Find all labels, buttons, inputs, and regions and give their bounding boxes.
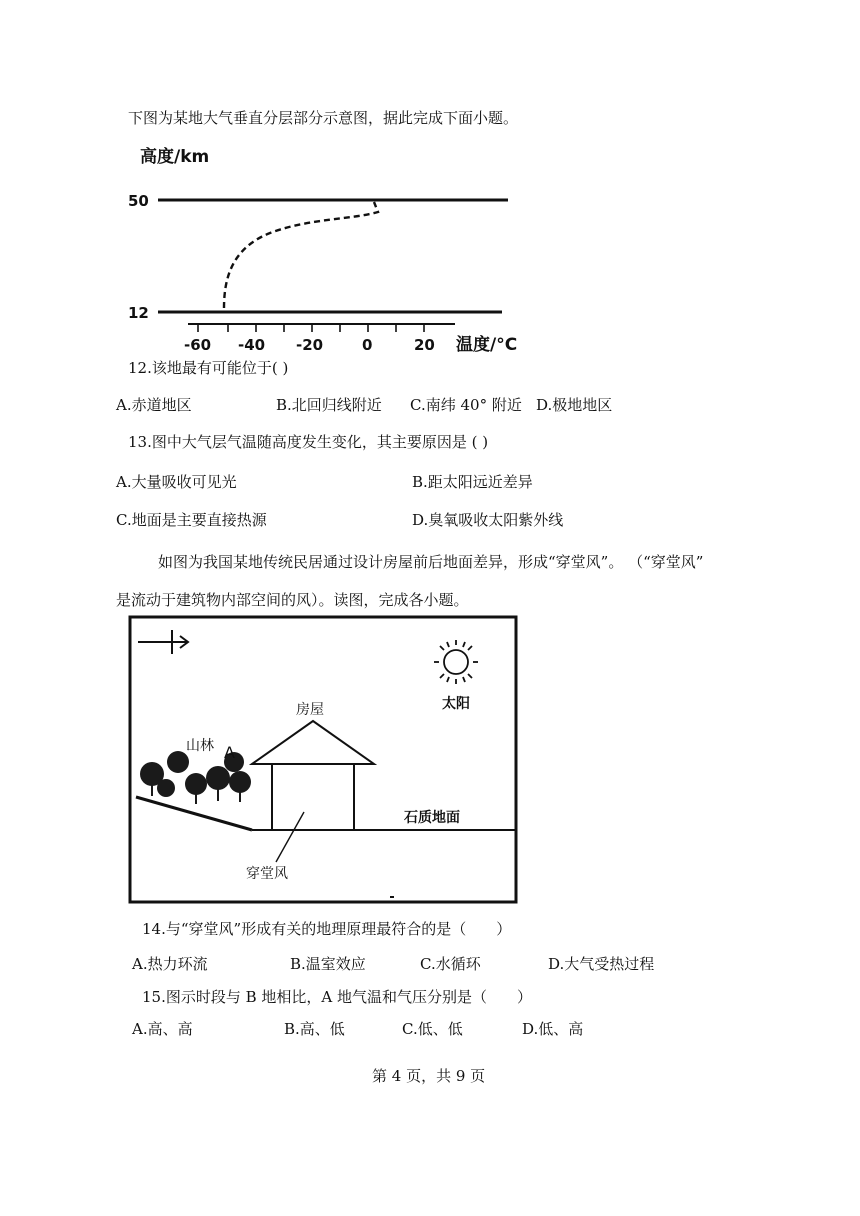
q15-option-a[interactable]: A.高、高 bbox=[132, 1020, 193, 1038]
section1-intro: 下图为某地大气垂直分层部分示意图，据此完成下面小题。 bbox=[128, 109, 519, 127]
q13-option-b[interactable]: B.距太阳远近差异 bbox=[412, 473, 533, 491]
page-number: 第 4 页，共 9 页 bbox=[372, 1067, 486, 1085]
q15-option-b[interactable]: B.高、低 bbox=[284, 1020, 345, 1038]
x-tick-neg60: -60 bbox=[184, 336, 212, 354]
section2-intro-line1: 如图为我国某地传统民居通过设计房屋前后地面差异，形成“穿堂风”。 （“穿堂风” bbox=[158, 553, 704, 571]
x-axis-label: 温度/°C bbox=[456, 335, 518, 355]
stone-ground-label: 石质地面 bbox=[404, 810, 460, 826]
q14-option-a[interactable]: A.热力环流 bbox=[132, 955, 208, 973]
q12-stem: 12.该地最有可能位于( ) bbox=[128, 359, 289, 377]
q15-stem: 15.图示时段与 B 地相比，A 地气温和气压分别是（ ） bbox=[142, 988, 533, 1006]
x-axis-ticks bbox=[198, 324, 424, 332]
q15-option-c[interactable]: C.低、低 bbox=[402, 1020, 463, 1038]
x-tick-0: 0 bbox=[362, 336, 373, 354]
y-axis-label: 高度/km bbox=[140, 147, 210, 167]
wind-label: 穿堂风 bbox=[246, 866, 288, 882]
atmosphere-layer-figure bbox=[120, 138, 540, 358]
q14-stem: 14.与“穿堂风”形成有关的地理原理最符合的是（ ） bbox=[142, 920, 512, 938]
x-tick-neg20: -20 bbox=[296, 336, 324, 354]
q13-option-a[interactable]: A.大量吸收可见光 bbox=[116, 473, 237, 491]
q12-option-b[interactable]: B.北回归线附近 bbox=[276, 396, 382, 414]
q13-option-c[interactable]: C.地面是主要直接热源 bbox=[116, 511, 267, 529]
q13-stem: 13.图中大气层气温随高度发生变化，其主要原因是 ( ) bbox=[128, 433, 489, 451]
x-tick-20: 20 bbox=[414, 336, 435, 354]
q13-option-d[interactable]: D.臭氧吸收太阳紫外线 bbox=[412, 511, 564, 529]
temperature-curve bbox=[224, 202, 378, 308]
q12-option-c[interactable]: C.南纬 40° 附近 bbox=[410, 396, 522, 414]
q14-option-b[interactable]: B.温室效应 bbox=[290, 955, 366, 973]
y-tick-12: 12 bbox=[128, 304, 149, 322]
y-tick-50: 50 bbox=[128, 192, 149, 210]
forest-label: 山林 bbox=[186, 738, 214, 754]
x-tick-neg40: -40 bbox=[238, 336, 266, 354]
q12-option-a[interactable]: A.赤道地区 bbox=[116, 396, 192, 414]
q14-option-c[interactable]: C.水循环 bbox=[420, 955, 481, 973]
through-hall-wind-figure bbox=[126, 614, 520, 906]
q14-option-d[interactable]: D.大气受热过程 bbox=[548, 955, 655, 973]
section2-intro-line2: 是流动于建筑物内部空间的风）。读图，完成各小题。 bbox=[116, 591, 469, 609]
house-label: 房屋 bbox=[296, 702, 324, 718]
q15-option-d[interactable]: D.低、高 bbox=[522, 1020, 584, 1038]
q12-option-d[interactable]: D.极地地区 bbox=[536, 396, 613, 414]
point-a-label: A bbox=[224, 743, 235, 762]
sun-label: 太阳 bbox=[442, 696, 470, 712]
